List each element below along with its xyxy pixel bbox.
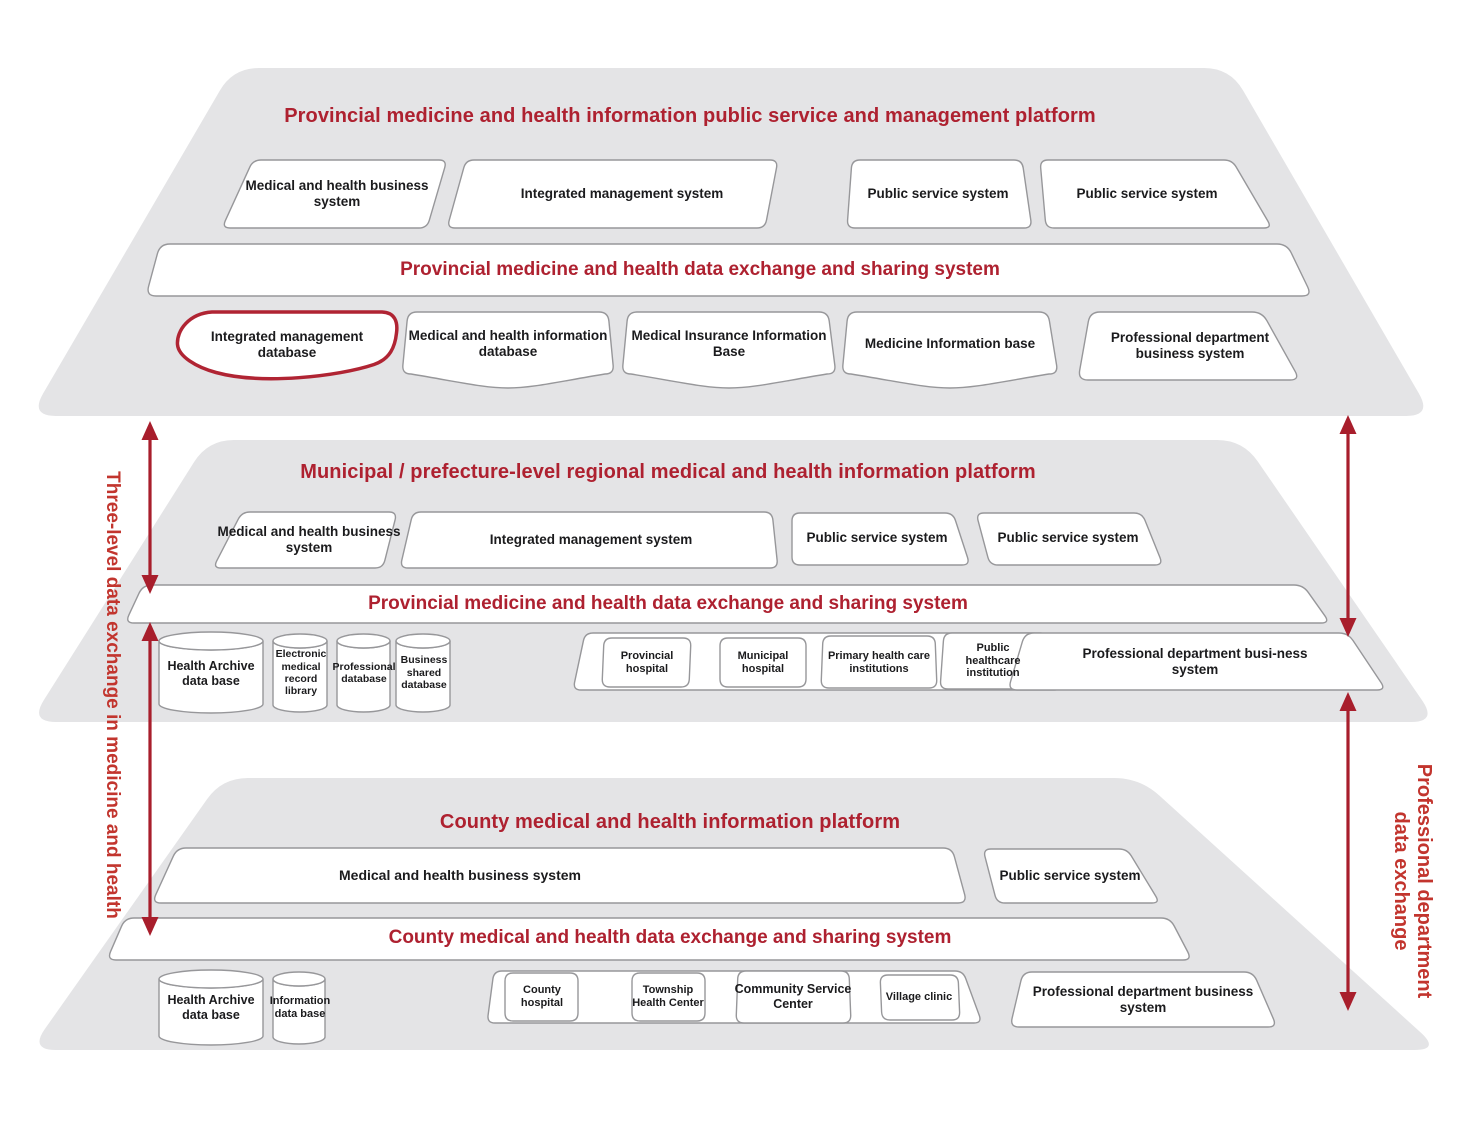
integrated-management-database-label: Integrated management database [210,329,364,360]
three-level-data-exchange-side-label: Three-level data exchange in medicine and health [102,471,124,919]
provincial-exchange-bar-label: Provincial medicine and health data exchange and sharing system [400,258,1000,280]
provincial-integrated-management-system-label: Integrated management system [520,186,724,202]
provincial-platform-title: Provincial medicine and health information public service and management platform [284,105,1096,128]
municipal-hospital-label: Municipal hospital [737,650,789,675]
electronic-medical-record-library-cylinder-label: Electronic medical record library [275,648,327,698]
community-service-center-label: Community Service Center [734,982,852,1011]
information-database-cylinder-label: Information data base [269,995,331,1020]
county-medical-health-business-system-label: Medical and health business system [339,867,581,884]
county-exchange-bar-label: County medical and health data exchange and sharing system [388,926,952,948]
professional-database-cylinder-label: Professional database [332,660,396,685]
provincial-professional-department-business-system-label: Professional department business system [1110,330,1270,361]
county-health-archive-database-cylinder-label: Health Archive data base [167,993,255,1022]
municipal-platform-title: Municipal / prefecture-level regional medical and health information platform [300,461,1036,484]
municipal-public-service-system-2-label: Public service system [997,530,1139,546]
business-shared-database-cylinder-label: Business shared database [400,654,448,692]
medical-insurance-information-base-label: Medical Insurance Information Base [631,328,827,359]
provincial-hospital-label: Provincial hospital [620,650,674,675]
provincial-public-service-system-1-label: Public service system [867,186,1009,202]
county-platform-title: County medical and health information platform [439,811,901,834]
health-archive-database-cylinder-label: Health Archive data base [167,659,255,688]
county-public-service-system-label: Public service system [999,868,1141,884]
municipal-public-service-system-1-label: Public service system [806,530,948,546]
village-clinic-label: Village clinic [885,990,953,1003]
municipal-professional-department-business-system-label: Professional department busi-ness system [1082,646,1308,677]
municipal-integrated-management-system-label: Integrated management system [489,532,693,548]
provincial-public-service-system-2-label: Public service system [1076,186,1218,202]
provincial-medical-health-business-system-label: Medical and health business system [245,178,429,209]
primary-health-care-institutions-label: Primary health care institutions [827,650,931,675]
medicine-information-base-label: Medicine Information base [864,336,1036,352]
municipal-exchange-bar-label: Provincial medicine and health data exchange and sharing system [368,592,968,614]
public-healthcare-institution-label: Public healthcare institution [965,641,1021,680]
medical-health-information-database-label: Medical and health information database [408,328,608,359]
township-health-center-label: Township Health Center [632,984,704,1009]
county-professional-department-business-system-label: Professional department business system [1032,984,1254,1015]
county-hospital-label: County hospital [520,984,564,1009]
professional-department-data-exchange-side-label: Professional department data exchange [1390,763,1435,999]
municipal-medical-health-business-system-label: Medical and health business system [217,524,401,555]
